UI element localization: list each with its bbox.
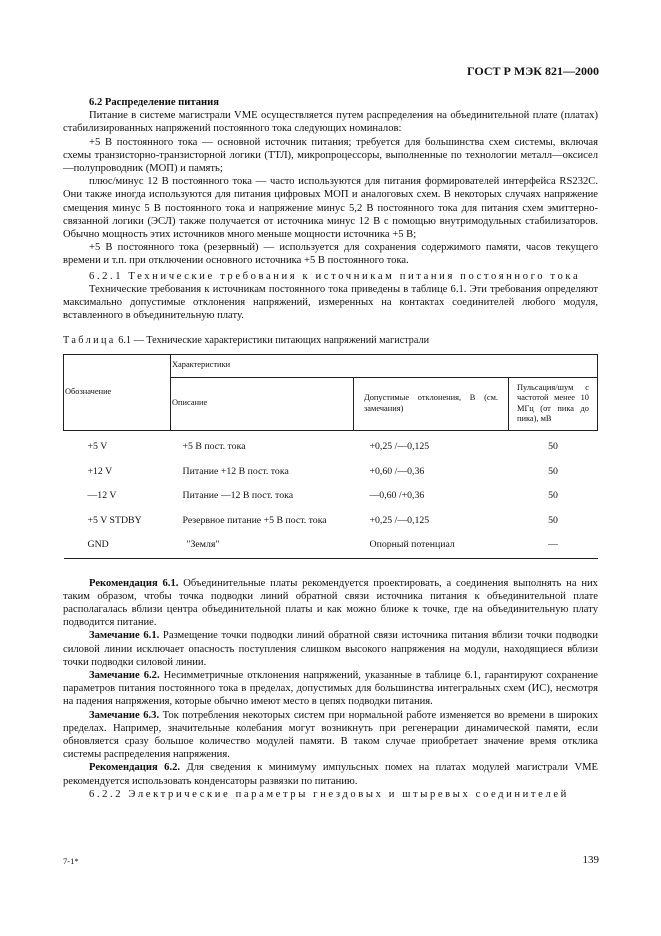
- cell-description: Резервное питание +5 В пост. тока: [182, 514, 327, 526]
- section-6-2-1-text: Технические требования к источникам постоянного тока приведены в таблице 6.1. Эти требования определяют максимально допустимые отклонения напряжений, измеренных на контактах соединителей любого модуля, вставленного в объединительную плату.: [63, 283, 598, 322]
- section-6-2-title: 6.2 Распределение питания: [89, 97, 219, 108]
- table-row: [64, 508, 598, 533]
- table-row: [64, 533, 598, 558]
- table-caption: [63, 334, 598, 347]
- recommendation-6-1-label: Рекомендация 6.1.: [89, 577, 179, 589]
- cell-description: +5 В пост. тока: [182, 440, 246, 452]
- footer-signature: 7-1*: [63, 856, 79, 866]
- recommendation-6-2: [63, 761, 598, 787]
- cell-deviation: +0,25 /—0,125: [369, 514, 430, 526]
- note-6-1-text: Размещение точки подводки линий обратной связи источника питания вблизи точки подводки силовой линии исключает опасность поступления слишком высокого напряжения на модули, находящиеся вблизи точки подводки силовой линии.: [63, 630, 598, 668]
- note-6-3: [63, 709, 598, 762]
- note-6-1-label: Замечание 6.1.: [89, 630, 160, 642]
- recommendation-6-1-text: Объединительные платы рекомендуется проектировать, а соединения выполнять на них таким образом, чтобы точка подводки линий обратной связи источника питания к объединительной плате располагалась вблизи центра объединительной платы и как можно ближе к точке, где на объединительную плату подводится питание.: [63, 577, 598, 629]
- cell-description: Питание —12 В пост. тока: [182, 490, 294, 502]
- header-characteristics: Характеристики: [171, 354, 598, 377]
- cell-designation: GND: [87, 539, 109, 551]
- cell-deviation: +0,25 /—0,125: [369, 440, 430, 452]
- table-caption-text: 6.1 — Технические характеристики питающих напряжений магистрали: [118, 335, 430, 347]
- item-pm12: плюс/минус 12 В постоянного тока — часто используются для питания формирователей интерфейса RS232C. Они также иногда используются для питания цифровых МОП и аналоговых схем. В некоторых случаях напряжение смещения минус 5 В постоянного тока и напряжение минус 5,2 В постоянного тока для питания схем эмиттерно-связанной логики (ЭСЛ) также получается от источника минус 12 В с помощью внутримодульных стабилизаторов. Обычно мощность этих источников много меньше мощности источника +5 В;: [63, 176, 598, 241]
- table-row: [64, 459, 598, 484]
- section-6-2-intro: Питание в системе магистрали VME осуществляется путем распределения на объединительной плате (платах) стабилизированных напряжений постоянного тока следующих номиналов:: [63, 110, 598, 135]
- power-specs-table: [63, 354, 598, 563]
- cell-description: "Земля": [186, 539, 220, 551]
- header-ripple: Пульсация/шум с частотой менее 10 МГц (от пика до пика), мВ: [509, 377, 598, 430]
- table-row: [64, 484, 598, 509]
- standard-header: ГОСТ Р МЭК 821—2000: [467, 64, 599, 78]
- header-designation: Обозначение: [64, 354, 171, 430]
- item-standby: +5 В постоянного тока (резервный) — используется для сохранения содержимого памяти, часов текущего времени и т.п. при отключении основного источника +5 В постоянного тока.: [63, 242, 598, 267]
- cell-designation: +5 V STDBY: [87, 514, 142, 526]
- cell-ripple: 50: [548, 514, 558, 526]
- header-description: Описание: [171, 377, 354, 430]
- cell-designation: +5 V: [87, 440, 108, 452]
- section-6-2-1-title: 6.2.1 Технические требования к источникам питания постоянного тока: [89, 270, 581, 282]
- table-bottom-rule: [64, 558, 598, 563]
- cell-designation: —12 V: [87, 490, 117, 502]
- cell-ripple: —: [548, 539, 558, 551]
- note-6-3-label: Замечание 6.3.: [89, 709, 160, 721]
- cell-ripple: 50: [548, 465, 558, 477]
- cell-description: Питание +12 В пост. тока: [182, 465, 289, 477]
- note-6-2-text: Несимметричные отклонения напряжений, указанные в таблице 6.1, гарантируют сохранение параметров питания постоянного тока в пределах, допустимых для большинства интегральных схем (ИС), несмотря на падения напряжения, которые обычно имеют место в цепях подводки питания.: [63, 670, 599, 708]
- cell-designation: +12 V: [87, 465, 113, 477]
- note-6-1: [63, 629, 598, 669]
- table-caption-label: Таблица: [63, 335, 116, 347]
- note-6-3-text: Ток потребления некоторых систем при нормальной работе изменяется во времени в широких пределах. Например, значительные колебания могут возникнуть при регенерации динамической памяти, если обновляется сразу большое количество модулей памяти. В таком случае приобретает значение время отклика системы распределения напряжения.: [63, 709, 598, 761]
- page-number: 139: [582, 854, 599, 866]
- cell-deviation: Опорный потенциал: [369, 539, 455, 551]
- cell-ripple: 50: [548, 490, 558, 502]
- cell-deviation: —0,60 /+0,36: [369, 490, 425, 502]
- note-6-2-label: Замечание 6.2.: [89, 670, 160, 682]
- table-row: [64, 430, 598, 459]
- cell-ripple: 50: [548, 440, 558, 452]
- header-deviation: Допустимые отклонения, В (см. замечания): [354, 377, 509, 430]
- page-content: [63, 96, 598, 801]
- item-plus5: +5 В постоянного тока — основной источник питания; требуется для большинства схем системы, включая схемы транзисторно-транзисторной логики (ТТЛ), микропроцессоры, выполненные по технологии металл—оксисел—полупроводник (МОП) и память;: [63, 136, 598, 175]
- cell-deviation: +0,60 /—0,36: [369, 465, 425, 477]
- section-6-2-2-title: 6.2.2 Электрические параметры гнездовых и штыревых соединителей: [89, 788, 569, 800]
- recommendation-6-2-text: Для сведения к минимуму импульсных помех на платах модулей магистрали VME рекомендуется использовать конденсаторы развязки по питанию.: [63, 762, 599, 787]
- note-6-2: [63, 669, 598, 709]
- recommendation-6-2-label: Рекомендация 6.2.: [89, 762, 181, 774]
- recommendation-6-1: [63, 577, 598, 630]
